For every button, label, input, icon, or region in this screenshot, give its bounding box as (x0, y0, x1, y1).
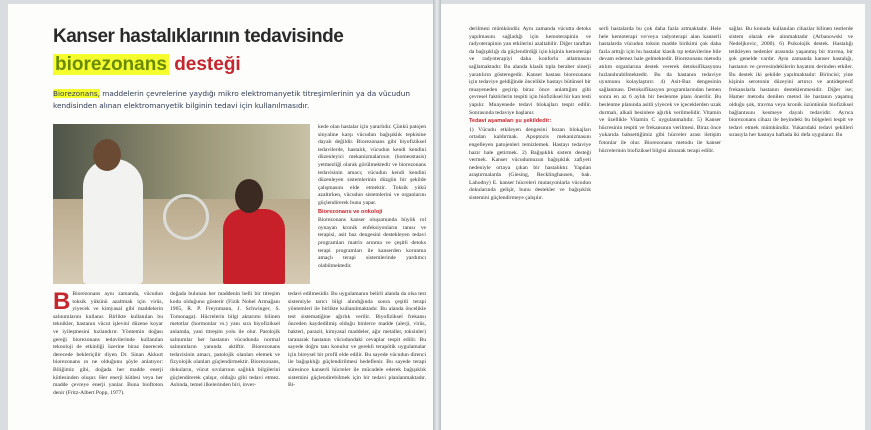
doctor-figure (83, 159, 143, 284)
subtitle-highlight: biorezonans (55, 54, 167, 75)
article-lead (53, 88, 413, 111)
subtitle-rest: desteği (174, 54, 241, 75)
article-subtitle (53, 54, 241, 76)
left-col-upper (318, 124, 426, 289)
paragraph: sağlar. Bu konuda kullanılan cihazlar bilinen testlerde sistem olarak ele alınmaktadır (Arbanowski ve Nedeljkovic, 2000). 6) Psikolojik destek. Hastalığı tetikleyen nedenler arasında yaşanmış bir travma, bir şok genelde vardır. Aynı zamanda kanser hastalığı, hastanın ve çevresindekilerin hayatını derinden etkiler. Bu destek iki şekilde yapılmaktadır: Birincisi; yine kişinin serotonin düzeyini artırıcı ve antidepresif frekanslarla hastanın desteklenmesidir. Diğer ise; Hamer metodu denilen metod ile hastanın yaşamış olduğu şok, travma veya kronik üzüntünün biofiziksel bağlantısını kesmeye dayalı tedavidir. Ayrıca biorezonans cihazı ile beyindeki bu bölgeleri tespit ve tedavi etmek mümkündür. Yukarıdaki tedavi şekilleri sırasıyla her hastaya haftada iki defa uygulanır. Bu (729, 26, 853, 139)
paragraph: derilmesi mümkündür. Aynı zamanda vücutta detoks yapılmasını sağladığı için kemoterapinin ve radyoterapinin yan etkilerini azaltabilir. Diğer taraftan da bağışıklığı da güçlendirdiği için kişinin kemoterapi ve radyoterapiyi daha konforlu atlatmasını sağlamaktadır. Bu alanda klasik tıpla beraber sinerji yaratılırın gösteregedir. Kanser hastası biorezonans için tedaviye geldiğinde öncelikle hastayı bütünsel bir muayeneden geçirip biraz önce anlattığım gibi çevresel faktörlerin tespiti için biofiziksel bir kan testi yapılır. Muayenede tedavi blokajları tespit edilir. Sonrasında tedaviye başlanır. (469, 26, 591, 116)
left-col-b (170, 291, 280, 427)
section-heading: Biorezonans ve onkoloji (318, 208, 383, 215)
paragraph: tedavi edilmesidir. Bu uygulamanın belirli alanda da olsa test sistemiyle tarıcı bilgi alındığında sonra çeşitli terapi yöntemleri ile birlikte kullanılmaktadır. Bu alanda öncelikle test sistematiğine ağırlık verilir. Biyofiziksel frekansı önceden kaydedilmiş olduğu binlerce madde (alerji, virüs, bakteri, parazit, kimyasal maddeler, ağır metaller, toksinler) taranarak hastanın vücudundaki cevaplar tespit edilir. Bu sayede doğru tanı konulur ve gerekli terapötik uygulamalar için bireysel bir profil elde edilir. Bu sayede vücudun direnci ile bağışıklığı güçlendirilmesi hedeflenir. Bu sayede terapi süresince kanserli hücreler ile mücadele ederek bağışıklık sistemini güçlendirebilmek için bir tedavi planlanmaktadır. Bi- (288, 291, 426, 389)
page-fold (433, 0, 441, 430)
article-photo (53, 124, 310, 284)
section-heading: Tedavi aşamaları şu şekildedir: (469, 118, 552, 125)
paragraph: Biorezonans aynı zamanda, vücudun toksik yükünü azaltmak için virüs, yiyecek ve kimyasal gibi maddelerin salınımlarını kullanır. Birlikte kullanılan bu teknikler, hastanın vücut işlevini düzene koyar ve iyileşmesini hızlandırır. Yöntemin doğası gereği biorezonans tedavilerinde kullanılan teknoloji de etkinliği üzerine biraz önerecek derecede bekleriçilir diyen Dr. Sinan Akkurt biorezonans ın ne olduğunu şöyle anlatıyor: Biliğimiz gibi, doğada her madde enerji kütlesinden oluşur. Her enerji kütlesi veya her madde çevreye enerji yanlar. Buna bioftoton denir (Fritz-Albert Popp, 1977). (53, 291, 163, 396)
article-title: Kanser hastalıklarının tedavisinde (53, 26, 344, 47)
paragraph: kede olan hastalar için yararlıdır. Çünkü patojen sinyaline karşı vücudun bağışıklık tepkisine dayalı değildir. Biorezonans gibi biyofiziksel tedavilerde, hastalık, vücudun kendi kendini düzenleyici mekanizmalarının (homeostasis) yetmezliği olarak görülmektedir ve biorezonans tedavisinin amacı; vücudun kendi kendini düzenleyen sistemlerinin düzgün bir şekilde çalışmasını elde etmektir. Toksik yükü azaltırken, vücudun sistemlerini ve organlarını güçlendirerek bunu yapar. (318, 124, 426, 206)
right-col-2 (599, 26, 721, 426)
lead-highlight: Biorezonans, (53, 89, 100, 98)
left-col-c (288, 291, 426, 427)
patient-figure (223, 209, 285, 284)
paragraph: Biorezonans kanser oluşumunda büyük rol oynayan kronik enfeksiyonların tanısı ve terapisi, asit baz dengesini destekleyen tedavi programları matrix arınma ve çeşitli detoks terapi programları ile kanserden korunma amaçlı terapi sistemlerinde yardımcı olabilmektedir. (318, 217, 426, 269)
right-col-1 (469, 26, 591, 426)
device-figure (163, 194, 209, 240)
lead-text: maddelerin çevrelerine yaydığı mikro elektromanyetik titreşimlerinin ya da vücudun kendisinden alınan elektromanyetik bilginin tedavi için kullanılmasıdır. (53, 89, 410, 110)
left-col-a (53, 291, 163, 427)
paragraph: doğada bulunan her maddenin belli bir titreşim kodu olduğunu gösterir (Fizik Nobel Armağanı 1965, R. P. Freynmann, J. Schwinger, S. Tomonaga). Hücrelerin bilgi aktarımı bilinen metotlar (hormonlar vs.) yanı sıra biyofiziksel anlamda, yani titreşim yolu ile olur. Patolojik salınımlar her hastanın vücudunda normal salınımların yanında aktiftir. Biorezonans tedavisinin amacı, patolojik olanları elemek ve fizyolojik olanları güçlendirmektir. Biorezonans, dokuların, vücut sıvılarının sağlıklı bilgilerini güçlendirerek çalışır, olduğu gibi tedavi etmez. Aslında, temel ilkelerinden biri, inver- (170, 291, 280, 389)
right-page (441, 4, 865, 430)
left-page (8, 4, 433, 430)
right-col-3 (729, 26, 853, 426)
dropcap: B (53, 291, 71, 315)
paragraph: serli hastalarda bu çok daha fazla artmaktadır. Hele hele kemoterapi ve/veya radyoterapi alan kanserli hastalarda vücudun toksin madde birikimi çok daha fazla arttığı için bu hastalar klasik tıp tedavilerine bile devam edemez hale gelmektedir. Biorezonans metodu atılım organlarına destek vererek detoksifikasyonu hızlandırabilmektedir. Bu da hastanın tedaviye uyumunu kolaylaştırır. 4) Asit-Baz dengesinin sağlanması. Detoksifikasyon programlarından hemen sonra en az 6 aylık bir beslenme planı önerilir. Bu beslenme planında asitli yiyecek ve içeceklerden uzak durmalı, alkali besinlere ağırlık verilmelidir. Vitamin ve özellikle Vitamin C uygulanmalıdır. 5) Kanser hücresinin tespiti ve frekansının verilmesi. Biraz önce yukarıda bahsettiğimiz gibi hücreler arası iletişim fotonlar ile olur. Biorezonans metodu ile kanser hücrelerinin biofiziksel bilgisi alınarak terapi edilir. (599, 26, 721, 154)
paragraph: 1) Vücudu etkileyen dengesini bozan blokajları ortadan kaldırmak. Apoptozis mekanizmasını engelleyen patojenleri temizlemek. Hastayı tedaviye hazır hale getirmek. 2) Bağışıklık sistem desteği vermek. Kanser vücudumuzun bağışıklık zafiyeti nedeniyle ortaya çıkan bir hastalıktır. Yapılan araştırmalarda (Giesing, Recklinghausen, bak. Lahodny) E. kanser hücreleri mutasyonlarla vücudun dokularında gelişir, bunu destekler ve bağışıklık sistemini güçlendirmeye çalışılır. (469, 126, 591, 202)
